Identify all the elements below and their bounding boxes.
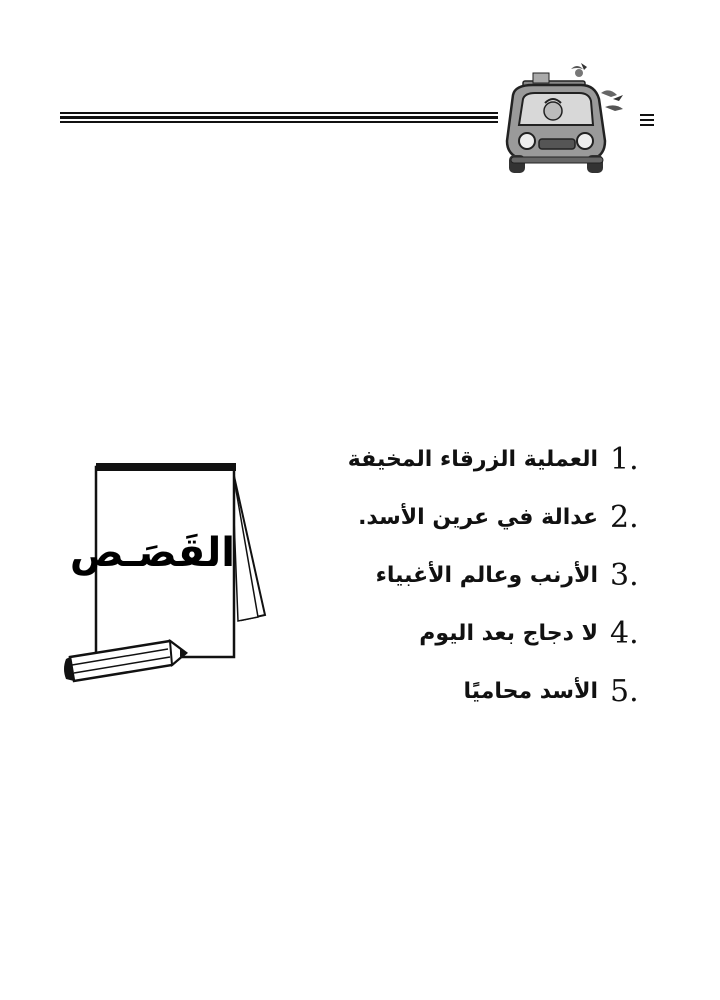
pencil-icon <box>64 641 186 681</box>
item-number: 1. <box>610 441 639 477</box>
item-number: 4. <box>610 615 639 651</box>
item-number: 2. <box>610 499 639 535</box>
stories-heading: القَصَـص <box>69 530 235 576</box>
list-item <box>322 488 662 546</box>
header-divider <box>60 112 498 126</box>
list-item <box>322 662 662 720</box>
list-item <box>322 604 662 662</box>
header-divider-short <box>640 114 654 126</box>
item-title: لا دجاج بعد اليوم <box>419 620 598 646</box>
item-title: الأرنب وعالم الأغبياء <box>375 562 598 588</box>
item-title: العملية الزرقاء المخيفة <box>347 446 598 472</box>
item-number: 5. <box>610 673 639 709</box>
list-item <box>322 430 662 488</box>
list-item <box>322 546 662 604</box>
item-title: الأسد محاميًا <box>463 678 598 704</box>
item-number: 3. <box>610 557 639 593</box>
item-title: عدالة في عرين الأسد. <box>358 504 598 530</box>
stories-list <box>322 430 662 720</box>
car-with-birds-illustration <box>493 55 638 180</box>
